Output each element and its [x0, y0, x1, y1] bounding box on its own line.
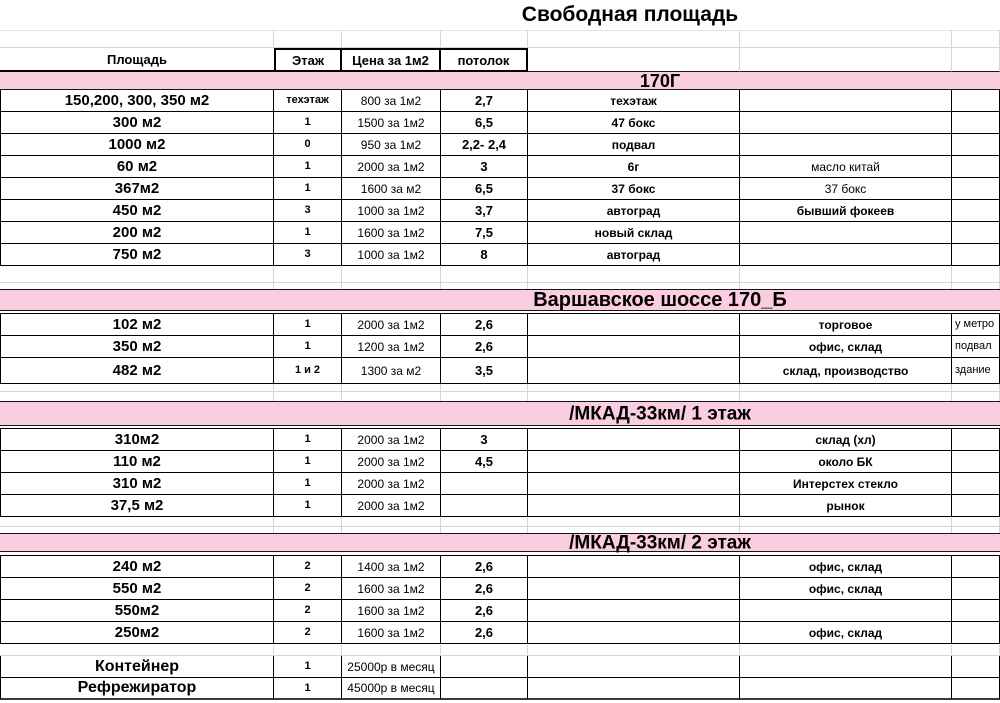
note2-cell[interactable] — [740, 656, 952, 678]
note1-cell[interactable]: техэтаж — [528, 90, 740, 112]
floor-cell[interactable]: 1 — [274, 473, 342, 495]
empty-cell[interactable] — [740, 266, 952, 283]
note3-cell[interactable] — [952, 556, 1000, 578]
floor-cell[interactable]: 1 — [274, 156, 342, 178]
price-cell[interactable]: 1600 за 1м2 — [342, 622, 441, 644]
note2-cell[interactable] — [740, 112, 952, 134]
empty-cell[interactable] — [0, 644, 274, 656]
note2-cell[interactable]: бывший фокеев — [740, 200, 952, 222]
area-cell[interactable]: 1000 м2 — [0, 134, 274, 156]
header-floor[interactable]: Этаж — [274, 48, 342, 72]
note3-cell[interactable] — [952, 656, 1000, 678]
empty-cell[interactable] — [740, 644, 952, 656]
floor-cell[interactable]: 1 — [274, 495, 342, 517]
section-header-row[interactable] — [0, 72, 1000, 90]
section-title: /МКАД-33км/ 2 этаж — [569, 532, 751, 553]
note1-cell[interactable]: автоград — [528, 244, 740, 266]
price-cell[interactable]: 1600 за 1м2 — [342, 578, 441, 600]
note3-cell[interactable] — [952, 156, 1000, 178]
note2-cell[interactable]: офис, склад — [740, 622, 952, 644]
empty-row — [0, 392, 1000, 401]
area-cell[interactable]: Контейнер — [0, 656, 274, 678]
price-cell[interactable]: 1300 за м2 — [342, 358, 441, 384]
empty-cell[interactable] — [0, 266, 274, 283]
note2-cell[interactable]: 37 бокс — [740, 178, 952, 200]
note2-cell[interactable]: офис, склад — [740, 578, 952, 600]
ceiling-cell[interactable]: 2,6 — [441, 622, 528, 644]
note1-cell[interactable] — [528, 556, 740, 578]
empty-cell[interactable] — [528, 48, 740, 72]
empty-cell[interactable] — [528, 31, 740, 48]
floor-cell[interactable]: 3 — [274, 200, 342, 222]
note1-cell[interactable] — [528, 495, 740, 517]
table-row — [0, 358, 1000, 384]
ceiling-cell[interactable] — [441, 473, 528, 495]
floor-cell[interactable]: 1 — [274, 678, 342, 700]
ceiling-cell[interactable]: 8 — [441, 244, 528, 266]
area-cell[interactable]: 310 м2 — [0, 473, 274, 495]
note3-cell[interactable] — [952, 578, 1000, 600]
table-body — [0, 72, 1000, 700]
floor-cell[interactable]: 1 — [274, 656, 342, 678]
empty-cell[interactable] — [528, 644, 740, 656]
empty-row — [0, 517, 1000, 527]
empty-cell[interactable] — [441, 517, 528, 527]
area-cell[interactable]: 550 м2 — [0, 578, 274, 600]
note2-cell[interactable]: Интерстех стекло — [740, 473, 952, 495]
table-row — [0, 451, 1000, 473]
empty-cell[interactable] — [0, 31, 274, 48]
note2-cell[interactable]: около БК — [740, 451, 952, 473]
note1-cell[interactable]: 37 бокс — [528, 178, 740, 200]
empty-cell[interactable] — [952, 266, 1000, 283]
note1-cell[interactable] — [528, 678, 740, 700]
note1-cell[interactable] — [528, 451, 740, 473]
table-row — [0, 678, 1000, 700]
page-title: Свободная площадь — [521, 3, 739, 26]
area-cell[interactable]: 450 м2 — [0, 200, 274, 222]
area-cell[interactable]: 250м2 — [0, 622, 274, 644]
note2-cell[interactable]: рынок — [740, 495, 952, 517]
note3-cell[interactable] — [952, 178, 1000, 200]
empty-cell[interactable] — [274, 392, 342, 401]
section-header-row[interactable] — [0, 533, 1000, 552]
price-cell[interactable]: 2000 за 1м2 — [342, 473, 441, 495]
table-row — [0, 244, 1000, 266]
empty-cell[interactable] — [441, 31, 528, 48]
note1-cell[interactable] — [528, 429, 740, 451]
table-row — [0, 178, 1000, 200]
note3-cell[interactable] — [952, 451, 1000, 473]
floor-cell[interactable]: 1 — [274, 314, 342, 336]
empty-cell[interactable] — [274, 31, 342, 48]
section-title: Варшавское шоссе 170_Б — [533, 289, 787, 311]
note3-cell[interactable] — [952, 222, 1000, 244]
note2-cell[interactable]: масло китай — [740, 156, 952, 178]
ceiling-cell[interactable] — [441, 656, 528, 678]
empty-cell[interactable] — [0, 384, 274, 392]
price-cell[interactable]: 1400 за 1м2 — [342, 556, 441, 578]
ceiling-cell[interactable]: 7,5 — [441, 222, 528, 244]
note3-cell[interactable] — [952, 495, 1000, 517]
table-row — [0, 578, 1000, 600]
header-row — [0, 48, 1000, 72]
header-price[interactable]: Цена за 1м2 — [342, 48, 441, 72]
area-cell[interactable]: 367м2 — [0, 178, 274, 200]
table-row — [0, 336, 1000, 358]
empty-cell[interactable] — [0, 517, 274, 527]
empty-cell[interactable] — [0, 392, 274, 401]
section-header-row[interactable] — [0, 289, 1000, 311]
ceiling-cell[interactable]: 6,5 — [441, 178, 528, 200]
ceiling-cell[interactable]: 3 — [441, 429, 528, 451]
ceiling-cell[interactable]: 3,5 — [441, 358, 528, 384]
area-cell[interactable]: 310м2 — [0, 429, 274, 451]
area-cell[interactable]: 750 м2 — [0, 244, 274, 266]
table-row — [0, 200, 1000, 222]
table-row — [0, 600, 1000, 622]
note3-cell[interactable] — [952, 473, 1000, 495]
note2-cell[interactable]: торговое — [740, 314, 952, 336]
empty-cell[interactable] — [528, 392, 740, 401]
table-row — [0, 314, 1000, 336]
area-cell[interactable]: Рефрежиратор — [0, 678, 274, 700]
section-title: /МКАД-33км/ 1 этаж — [569, 403, 751, 424]
section-header-row[interactable] — [0, 401, 1000, 426]
note3-cell[interactable]: здание — [952, 358, 1000, 384]
table-row — [0, 156, 1000, 178]
empty-cell[interactable] — [740, 384, 952, 392]
note3-cell[interactable] — [952, 200, 1000, 222]
note1-cell[interactable] — [528, 622, 740, 644]
note3-cell[interactable]: подвал — [952, 336, 1000, 358]
table-row — [0, 112, 1000, 134]
ceiling-cell[interactable]: 2,6 — [441, 556, 528, 578]
note2-cell[interactable]: склад, производство — [740, 358, 952, 384]
empty-cell[interactable] — [342, 384, 441, 392]
floor-cell[interactable]: 1 — [274, 429, 342, 451]
ceiling-cell[interactable]: 2,2- 2,4 — [441, 134, 528, 156]
table-row — [0, 656, 1000, 678]
note1-cell[interactable]: автоград — [528, 200, 740, 222]
price-cell[interactable]: 1200 за 1м2 — [342, 336, 441, 358]
note2-cell[interactable]: склад (хл) — [740, 429, 952, 451]
empty-cell[interactable] — [342, 266, 441, 283]
header-area[interactable]: Площадь — [0, 48, 274, 72]
price-cell[interactable]: 950 за 1м2 — [342, 134, 441, 156]
empty-cell[interactable] — [274, 644, 342, 656]
area-cell[interactable]: 240 м2 — [0, 556, 274, 578]
empty-cell[interactable] — [740, 31, 952, 48]
note1-cell[interactable]: 6г — [528, 156, 740, 178]
empty-cell[interactable] — [740, 48, 952, 72]
price-cell[interactable]: 1600 за 1м2 — [342, 600, 441, 622]
area-cell[interactable]: 60 м2 — [0, 156, 274, 178]
empty-cell[interactable] — [342, 392, 441, 401]
floor-cell[interactable]: техэтаж — [274, 90, 342, 112]
empty-cell[interactable] — [740, 392, 952, 401]
section-title: 170Г — [639, 70, 681, 91]
note3-cell[interactable] — [952, 622, 1000, 644]
note3-cell[interactable]: у метро — [952, 314, 1000, 336]
note3-cell[interactable] — [952, 678, 1000, 700]
table-row — [0, 495, 1000, 517]
empty-cell[interactable] — [342, 517, 441, 527]
floor-cell[interactable]: 1 — [274, 336, 342, 358]
floor-cell[interactable]: 1 и 2 — [274, 358, 342, 384]
note3-cell[interactable] — [952, 134, 1000, 156]
price-cell[interactable]: 1600 за 1м2 — [342, 222, 441, 244]
ceiling-cell[interactable]: 2,6 — [441, 314, 528, 336]
note1-cell[interactable] — [528, 578, 740, 600]
empty-cell[interactable] — [441, 384, 528, 392]
price-cell[interactable]: 1500 за 1м2 — [342, 112, 441, 134]
floor-cell[interactable]: 3 — [274, 244, 342, 266]
floor-cell[interactable]: 2 — [274, 556, 342, 578]
empty-row — [0, 266, 1000, 283]
empty-row — [0, 31, 1000, 48]
area-cell[interactable]: 300 м2 — [0, 112, 274, 134]
empty-cell[interactable] — [528, 266, 740, 283]
note1-cell[interactable]: подвал — [528, 134, 740, 156]
ceiling-cell[interactable]: 2,6 — [441, 336, 528, 358]
note1-cell[interactable] — [528, 358, 740, 384]
note1-cell[interactable]: новый склад — [528, 222, 740, 244]
area-cell[interactable]: 550м2 — [0, 600, 274, 622]
empty-row — [0, 644, 1000, 656]
empty-cell[interactable] — [952, 392, 1000, 401]
area-cell[interactable]: 200 м2 — [0, 222, 274, 244]
note2-cell[interactable] — [740, 244, 952, 266]
table-row — [0, 222, 1000, 244]
area-cell[interactable]: 482 м2 — [0, 358, 274, 384]
note3-cell[interactable] — [952, 244, 1000, 266]
note2-cell[interactable] — [740, 90, 952, 112]
table-row — [0, 473, 1000, 495]
note1-cell[interactable] — [528, 314, 740, 336]
empty-cell[interactable] — [952, 48, 1000, 72]
empty-cell[interactable] — [274, 517, 342, 527]
area-cell[interactable]: 150,200, 300, 350 м2 — [0, 90, 274, 112]
floor-cell[interactable]: 1 — [274, 112, 342, 134]
floor-cell[interactable]: 2 — [274, 600, 342, 622]
empty-cell[interactable] — [441, 644, 528, 656]
ceiling-cell[interactable] — [441, 678, 528, 700]
table-row — [0, 556, 1000, 578]
note3-cell[interactable] — [952, 600, 1000, 622]
price-cell[interactable]: 45000р в месяц — [342, 678, 441, 700]
table-row — [0, 90, 1000, 112]
table-row — [0, 429, 1000, 451]
note2-cell[interactable] — [740, 600, 952, 622]
price-cell[interactable]: 2000 за 1м2 — [342, 495, 441, 517]
ceiling-cell[interactable]: 2,7 — [441, 90, 528, 112]
ceiling-cell[interactable]: 3 — [441, 156, 528, 178]
price-cell[interactable]: 1000 за 1м2 — [342, 244, 441, 266]
area-cell[interactable]: 110 м2 — [0, 451, 274, 473]
empty-cell[interactable] — [342, 31, 441, 48]
floor-cell[interactable]: 2 — [274, 622, 342, 644]
area-cell[interactable]: 37,5 м2 — [0, 495, 274, 517]
note2-cell[interactable]: офис, склад — [740, 336, 952, 358]
floor-cell[interactable]: 0 — [274, 134, 342, 156]
area-cell[interactable]: 102 м2 — [0, 314, 274, 336]
empty-cell[interactable] — [528, 384, 740, 392]
empty-cell[interactable] — [952, 517, 1000, 527]
empty-cell[interactable] — [274, 266, 342, 283]
floor-cell[interactable]: 2 — [274, 578, 342, 600]
note2-cell[interactable] — [740, 134, 952, 156]
ceiling-cell[interactable] — [441, 495, 528, 517]
ceiling-cell[interactable]: 6,5 — [441, 112, 528, 134]
ceiling-cell[interactable]: 2,6 — [441, 600, 528, 622]
ceiling-cell[interactable]: 4,5 — [441, 451, 528, 473]
table-row — [0, 134, 1000, 156]
header-ceiling[interactable]: потолок — [441, 48, 528, 72]
price-cell[interactable]: 1000 за 1м2 — [342, 200, 441, 222]
empty-cell[interactable] — [952, 384, 1000, 392]
ceiling-cell[interactable]: 3,7 — [441, 200, 528, 222]
note2-cell[interactable] — [740, 678, 952, 700]
empty-cell[interactable] — [441, 392, 528, 401]
note1-cell[interactable] — [528, 473, 740, 495]
note2-cell[interactable]: офис, склад — [740, 556, 952, 578]
empty-row — [0, 384, 1000, 392]
note3-cell[interactable] — [952, 429, 1000, 451]
floor-cell[interactable]: 1 — [274, 451, 342, 473]
empty-cell[interactable] — [952, 31, 1000, 48]
price-cell[interactable]: 2000 за 1м2 — [342, 314, 441, 336]
area-cell[interactable]: 350 м2 — [0, 336, 274, 358]
note1-cell[interactable] — [528, 336, 740, 358]
price-cell[interactable]: 2000 за 1м2 — [342, 429, 441, 451]
price-cell[interactable]: 1600 за м2 — [342, 178, 441, 200]
price-cell[interactable]: 800 за 1м2 — [342, 90, 441, 112]
floor-cell[interactable]: 1 — [274, 178, 342, 200]
note1-cell[interactable]: 47 бокс — [528, 112, 740, 134]
empty-cell[interactable] — [528, 517, 740, 527]
ceiling-cell[interactable]: 2,6 — [441, 578, 528, 600]
price-cell[interactable]: 25000р в месяц — [342, 656, 441, 678]
price-cell[interactable]: 2000 за 1м2 — [342, 156, 441, 178]
table-row — [0, 622, 1000, 644]
empty-cell[interactable] — [740, 517, 952, 527]
note3-cell[interactable] — [952, 90, 1000, 112]
floor-cell[interactable]: 1 — [274, 222, 342, 244]
price-cell[interactable]: 2000 за 1м2 — [342, 451, 441, 473]
note1-cell[interactable] — [528, 600, 740, 622]
title-row — [0, 0, 1000, 31]
note3-cell[interactable] — [952, 112, 1000, 134]
empty-cell[interactable] — [342, 644, 441, 656]
note1-cell[interactable] — [528, 656, 740, 678]
empty-cell[interactable] — [441, 266, 528, 283]
empty-cell[interactable] — [952, 644, 1000, 656]
note2-cell[interactable] — [740, 222, 952, 244]
empty-cell[interactable] — [274, 384, 342, 392]
